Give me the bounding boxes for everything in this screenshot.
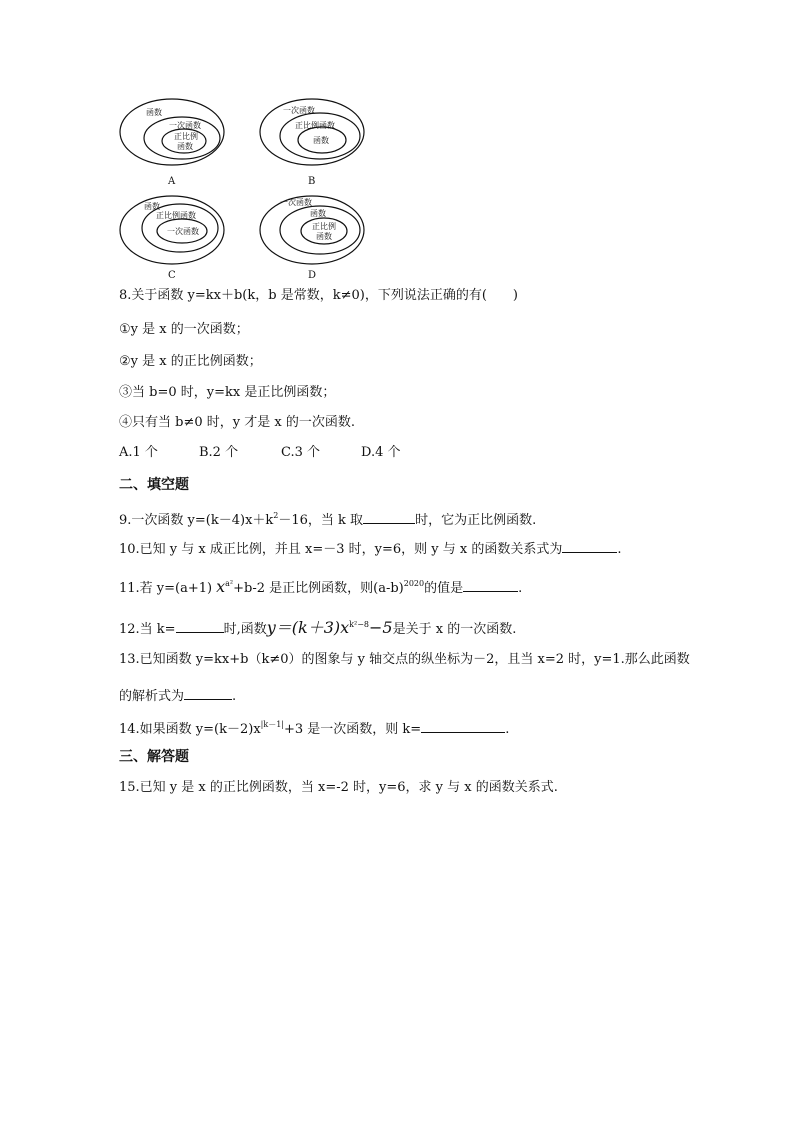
q9 <box>119 507 536 530</box>
q8-statement-4: ④只有当 b≠0 时，y 才是 x 的一次函数. <box>119 415 355 430</box>
q12-formula: y＝(k＋3)x <box>266 618 350 637</box>
q13-line-2 <box>119 685 236 706</box>
section-fill-in-heading: 二、填空题 <box>119 477 189 493</box>
q11-exponent: a² <box>225 579 234 588</box>
diagram-b-outer-label: 一次函数 <box>283 106 315 115</box>
q14-text-mid: +3 是一次函数，则 k= <box>284 722 422 737</box>
q14-answer-blank[interactable] <box>421 718 505 733</box>
diagram-c-letter: C <box>168 270 176 281</box>
q8-stem: 8.关于函数 y=kx＋b(k，b 是常数，k≠0)，下列说法正确的有( ) <box>119 288 518 303</box>
q8-statement-2: ②y 是 x 的正比例函数； <box>119 354 262 369</box>
q11-answer-blank[interactable] <box>463 577 518 592</box>
q9-text-mid: －16，当 k 取 <box>278 513 364 528</box>
venn-diagrams-figure <box>112 92 372 282</box>
q12-exponent: k²−8 <box>349 620 370 629</box>
q15: 15.已知 y 是 x 的正比例函数，当 x=-2 时，y=6，求 y 与 x 的函数关系式. <box>119 780 558 795</box>
q8-option-d[interactable]: D.4 个 <box>361 445 401 460</box>
q11-exponent-2020: 2020 <box>403 579 425 588</box>
diagram-c-outer-label: 函数 <box>144 202 160 211</box>
q12-text-post: 是关于 x 的一次函数. <box>392 622 517 637</box>
q12-formula-tail: −5 <box>369 618 393 637</box>
q11-text-post: 的值是 <box>424 581 464 596</box>
diagram-d-inner-label-1: 正比例 <box>312 222 336 231</box>
q9-text-post: 时，它为正比例函数. <box>415 513 537 528</box>
q9-answer-blank[interactable] <box>363 509 415 524</box>
diagram-a-inner-label-1: 正比例 <box>174 132 198 141</box>
q12-text-mid: 时,函数 <box>223 622 267 637</box>
section-solve-heading: 三、解答题 <box>119 749 189 765</box>
q8-option-b[interactable]: B.2 个 <box>199 445 239 460</box>
q13-text-pre: 的解析式为 <box>119 689 185 704</box>
q10-answer-blank[interactable] <box>562 538 617 553</box>
diagram-a-inner-label-2: 函数 <box>177 142 193 151</box>
diagram-b-inner-label: 函数 <box>313 136 329 145</box>
q11 <box>119 575 522 598</box>
q13-text-post: . <box>232 689 237 704</box>
q8-statement-1: ①y 是 x 的一次函数； <box>119 322 249 337</box>
q12 <box>119 616 516 639</box>
diagram-d-letter: D <box>308 270 317 281</box>
q8-options <box>119 444 401 462</box>
q11-text-end: . <box>518 581 523 596</box>
q8-option-c[interactable]: C.3 个 <box>281 445 321 460</box>
q13-line-1: 13.已知函数 y=kx+b（k≠0）的图象与 y 轴交点的纵坐标为－2，且当 x=2 时，y=1.那么此函数 <box>119 652 690 667</box>
q14-text-pre: 14.如果函数 y=(k－2)x <box>119 722 261 737</box>
q14-exponent: |k－1| <box>260 720 284 729</box>
venn-diagrams-svg <box>112 92 372 282</box>
q10-text-pre: 10.已知 y 与 x 成正比例，并且 x=－3 时，y=6，则 y 与 x 的函数关系式为 <box>119 542 563 557</box>
q10-text-post: . <box>617 542 622 557</box>
diagram-d-inner-label-2: 函数 <box>316 232 332 241</box>
q12-text-pre: 12.当 k= <box>119 622 176 637</box>
q13-answer-blank[interactable] <box>184 685 232 700</box>
diagram-d-middle-label: 函数 <box>310 209 326 218</box>
diagram-b-letter: B <box>308 176 316 187</box>
q10 <box>119 538 622 559</box>
diagram-c-middle-label: 正比例函数 <box>156 211 196 220</box>
diagram-d-outer-label: 一次函数 <box>280 198 312 207</box>
q11-base: x <box>216 577 226 596</box>
diagram-a-middle-label: 一次函数 <box>169 121 201 130</box>
q9-exponent: 2 <box>273 511 279 520</box>
q11-text-mid: +b-2 是正比例函数，则(a-b) <box>233 581 404 596</box>
diagram-c-inner-label: 一次函数 <box>167 227 199 236</box>
q12-answer-blank[interactable] <box>176 618 224 633</box>
q9-text-pre: 9.一次函数 y=(k－4)x＋k <box>119 513 274 528</box>
diagram-a-outer-label: 函数 <box>146 108 162 117</box>
q14 <box>119 716 509 739</box>
q14-text-post: . <box>505 722 510 737</box>
q8-option-a[interactable]: A.1 个 <box>119 445 158 460</box>
diagram-a-letter: A <box>168 176 176 187</box>
q11-text-pre: 11.若 y=(a+1) <box>119 581 213 596</box>
diagram-b-middle-label: 正比例函数 <box>295 121 335 130</box>
q8-statement-3: ③当 b=0 时，y=kx 是正比例函数； <box>119 385 336 400</box>
